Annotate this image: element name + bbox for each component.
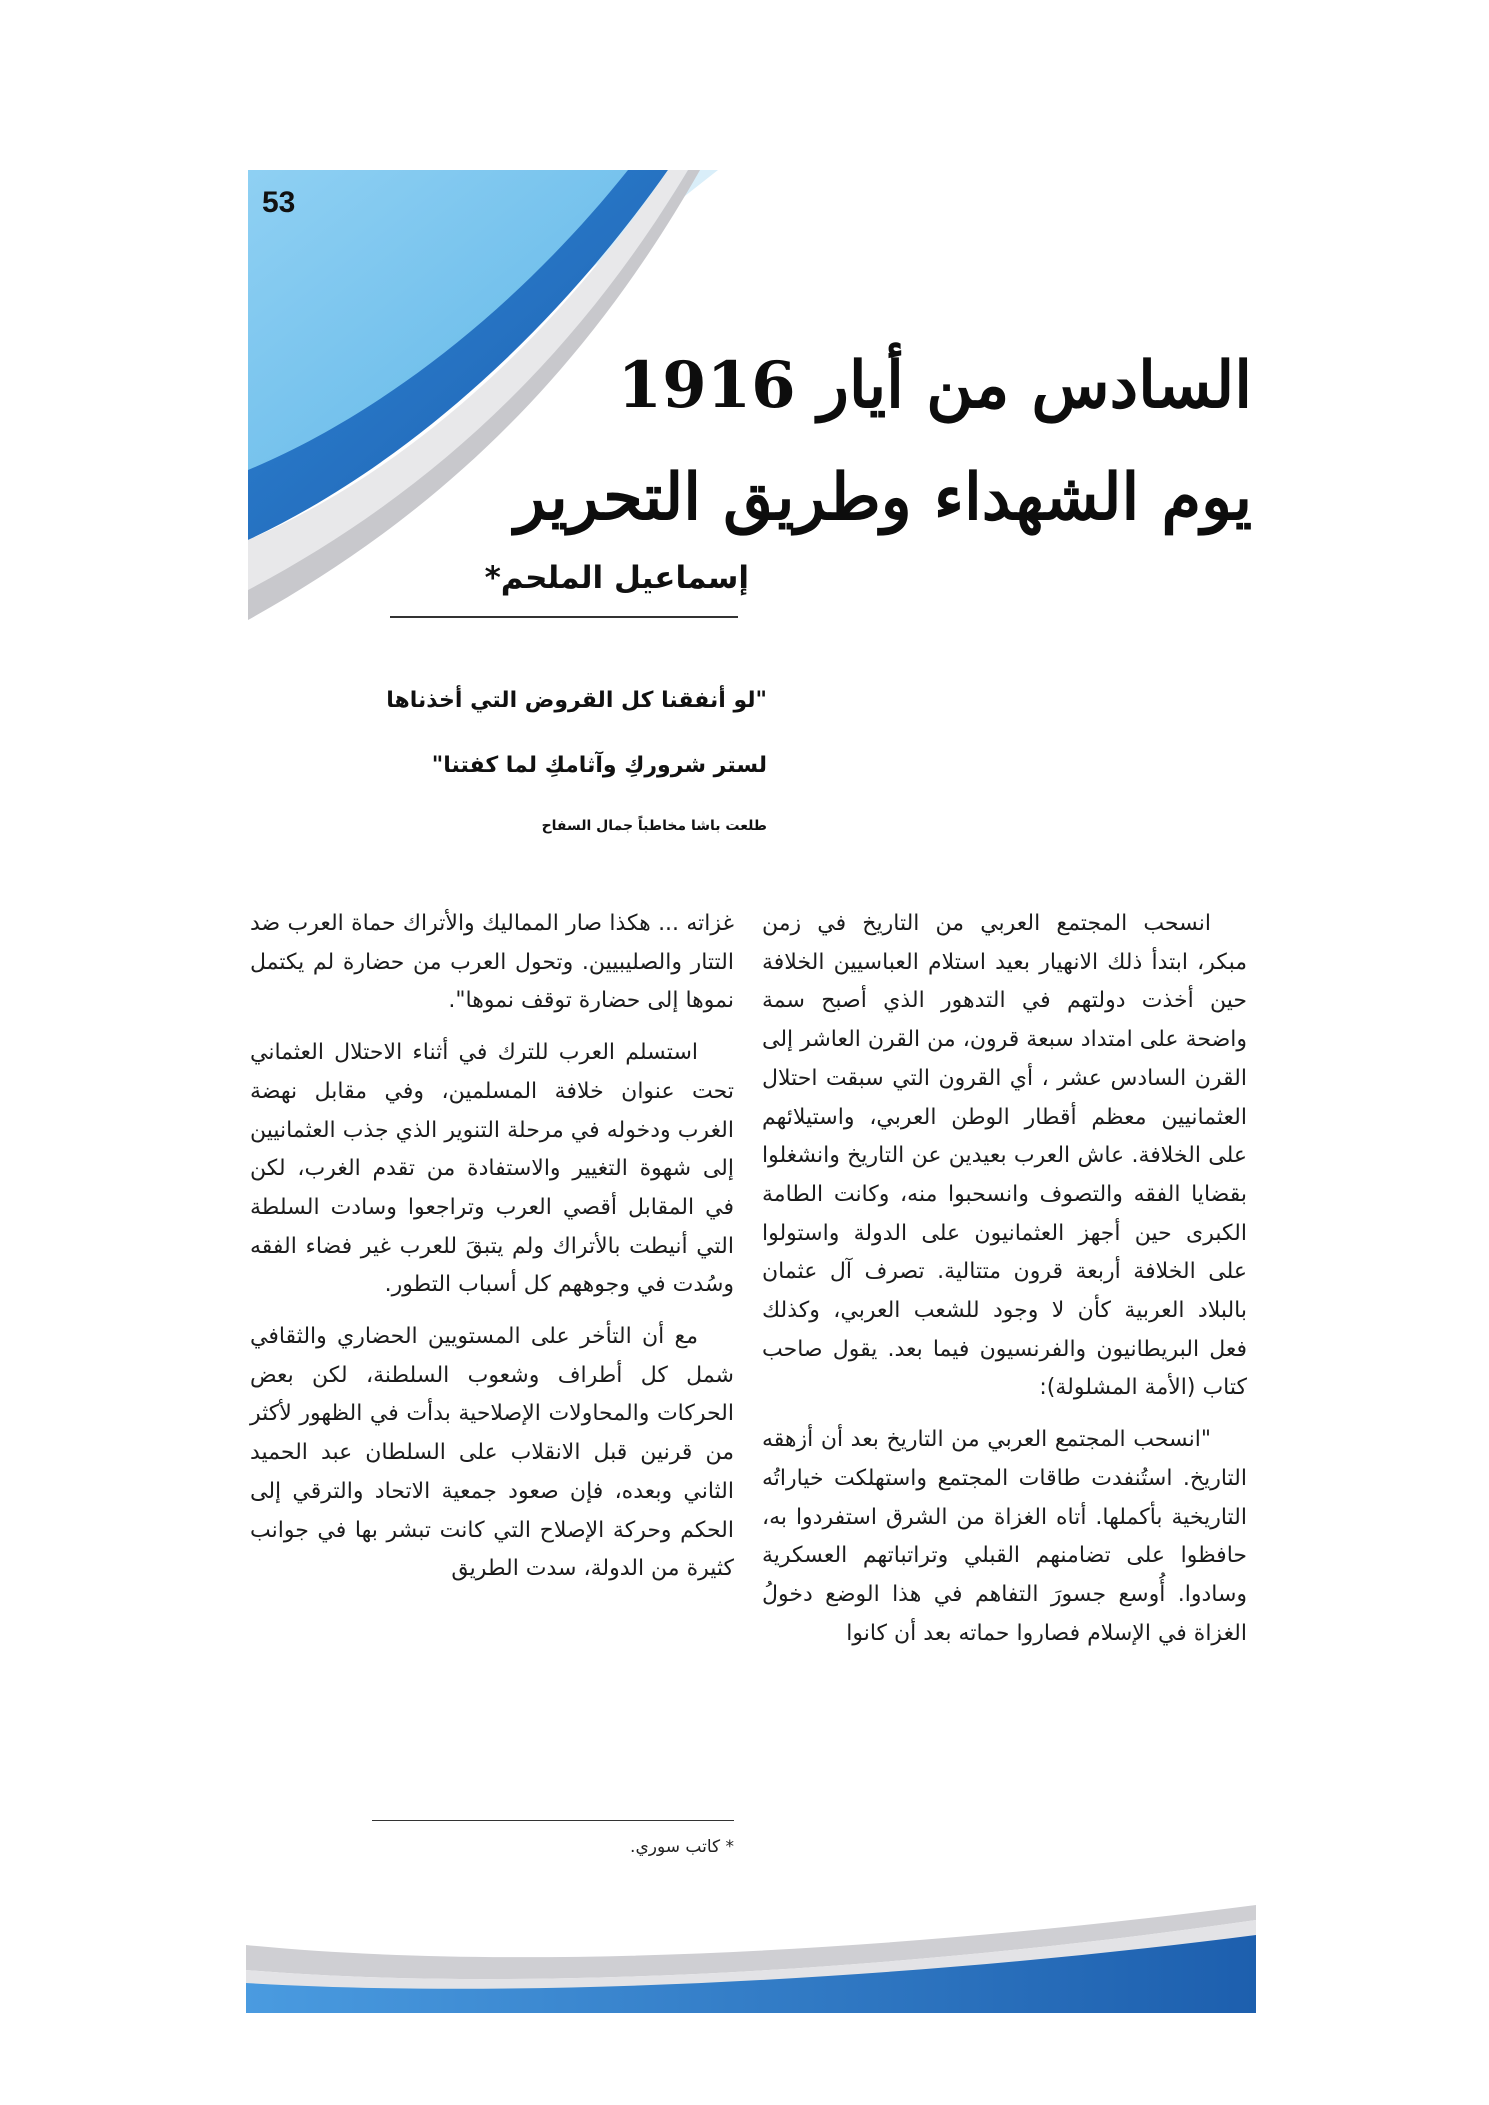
page-number: 53	[262, 186, 296, 219]
author-name: إسماعيل الملحم*	[484, 560, 749, 596]
paragraph: استسلم العرب للترك في أثناء الاحتلال العثماني تحت عنوان خلافة المسلمين، وفي مقابل نهضة الغرب ودخوله في مرحلة التنوير الذي جذب العثمانيين إلى شهوة التغيير والاستفادة من تقدم الغرب، لكن في المقابل أقصي العرب وتراجعوا وسادت السلطة التي أنيطت بالأتراك ولم يتبقَ للعرب غير فضاء الفقه وسُدت في وجوههم كل أسباب التطور.	[250, 1040, 734, 1298]
article-title	[392, 330, 1252, 554]
paragraph: غزاته ... هكذا صار المماليك والأتراك حماة العرب ضد التتار والصليبيين. وتحول العرب من حضارة لم يكتمل نموها إلى حضارة توقف نموها".	[250, 911, 734, 1014]
footnote: * كاتب سوري.	[630, 1837, 734, 1857]
paragraph: انسحب المجتمع العربي من التاريخ في زمن مبكر، ابتدأ ذلك الانهيار بعيد استلام العباسيين الخلافة حين أخذت دولتهم في التدهور الذي أصبح سمة واضحة على امتداد سبعة قرون، من القرن العاشر إلى القرن السادس عشر ، أي القرون التي سبقت احتلال العثمانيين معظم أقطار الوطن العربي، واستيلائهم على الخلافة. عاش العرب بعيدين عن التاريخ وانشغلوا بقضايا الفقه والتصوف وانسحبوا منه، وكانت الطامة الكبرى حين أجهز العثمانيون على الدولة واستولوا على الخلافة أربعة قرون متتالية. تصرف آل عثمان بالبلاد العربية كأن لا وجود للشعب العربي، وكذلك فعل البريطانيون والفرنسيون فيما بعد. يقول صاحب كتاب (الأمة المشلولة):	[762, 911, 1247, 1401]
epigraph-line-1: "لو أنفقنا كل القروض التي أخذناها	[386, 688, 767, 713]
author-underline	[390, 616, 738, 618]
epigraph-line-2: لستر شروركِ وآثامكِ لما كفتنا"	[431, 753, 767, 778]
paragraph: "انسحب المجتمع العربي من التاريخ بعد أن أزهقه التاريخ. استُنفدت طاقات المجتمع واستهلكت خياراتُه التاريخية بأكملها. أتاه الغزاة من الشرق استفردوا به، حافظوا على تضامنهم القبلي وتراتباتهم العسكرية وسادوا. أُوسع جسورَ التفاهم في هذا الوضع دخولُ الغزاة في الإسلام فصاروا حماته بعد أن كانوا	[762, 1427, 1247, 1646]
epigraph-source: طلعت باشا مخاطباً جمال السفاح	[541, 818, 767, 834]
text-column-right	[762, 905, 1247, 1666]
footnote-divider	[372, 1820, 734, 1821]
paragraph: مع أن التأخر على المستويين الحضاري والثقافي شمل كل أطراف وشعوب السلطنة، لكن بعض الحركات والمحاولات الإصلاحية بدأت في الظهور لأكثر من قرنين قبل الانقلاب على السلطان عبد الحميد الثاني وبعده، فإن صعود جمعية الاتحاد والترقي إلى الحكم وحركة الإصلاح التي كانت تبشر بها في جوانب كثيرة من الدولة، سدت الطريق	[250, 1324, 734, 1582]
epigraph-quote	[207, 688, 767, 834]
text-column-left	[250, 905, 734, 1602]
footer-swoosh-graphic	[246, 1905, 1256, 2025]
title-line-2: يوم الشهداء وطريق التحرير	[514, 460, 1252, 535]
title-line-1: السادس من أيار 1916	[617, 348, 1252, 423]
